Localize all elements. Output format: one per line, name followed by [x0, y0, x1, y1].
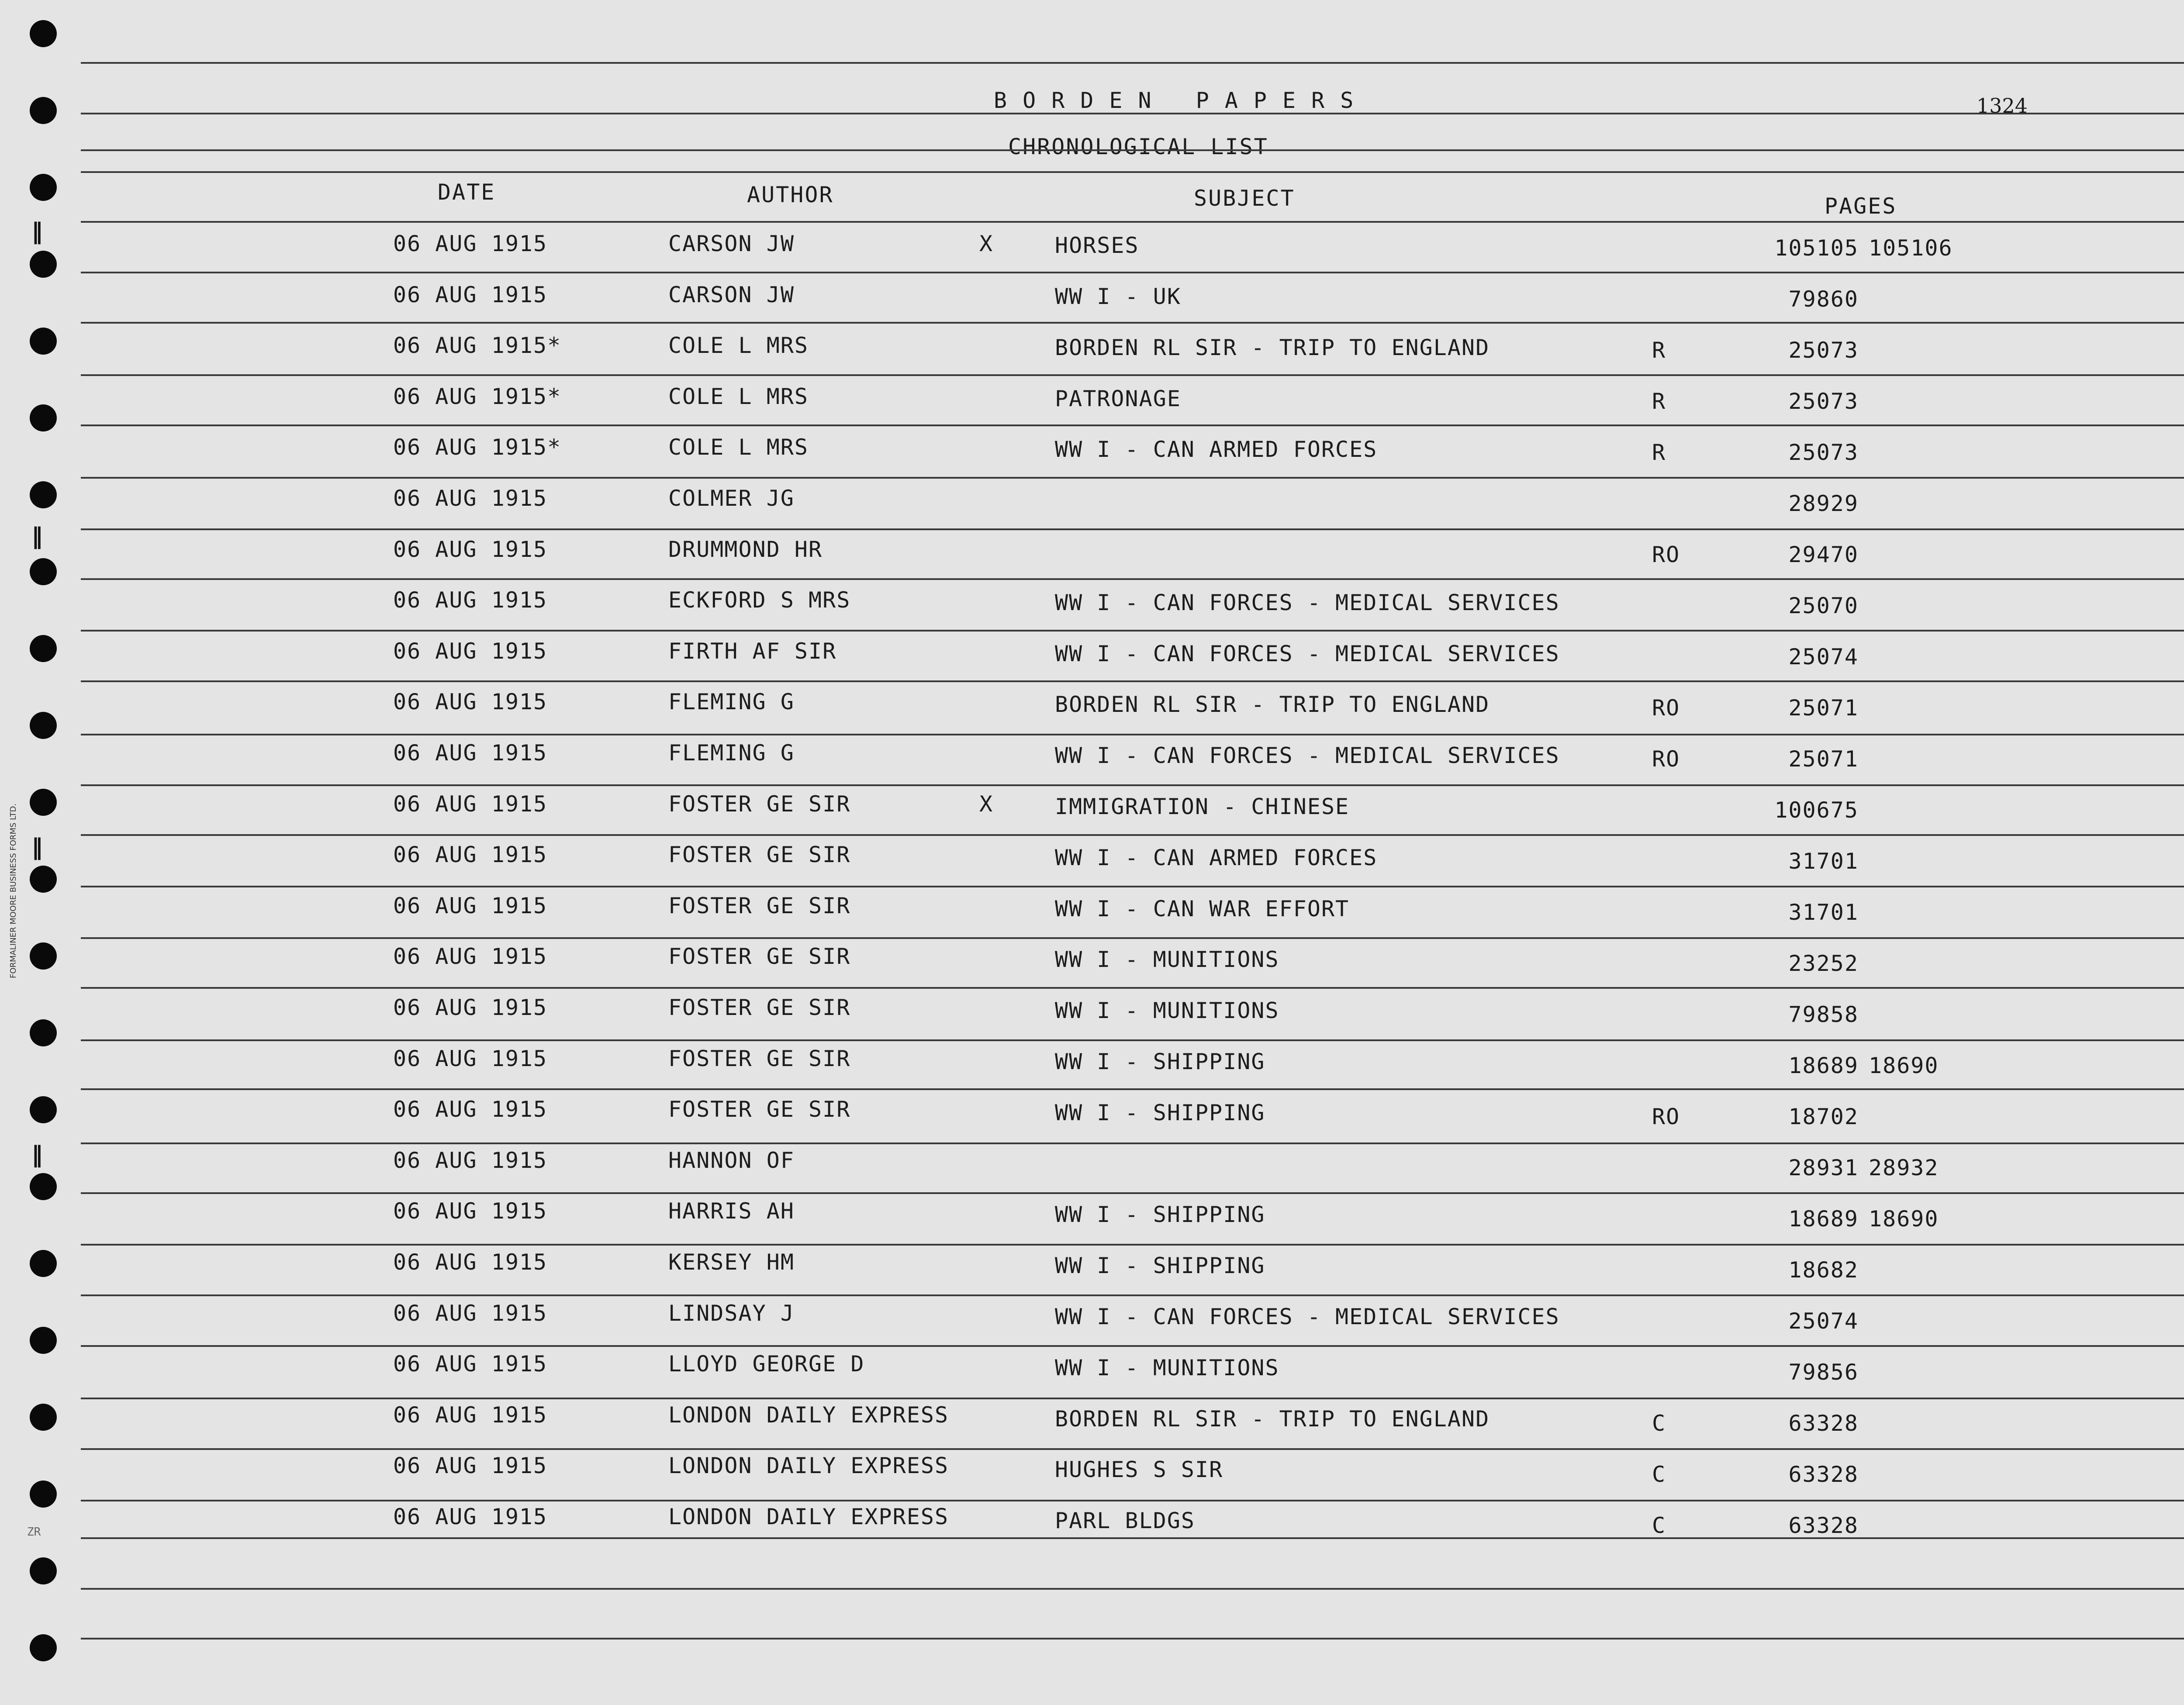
row-subject: WW I - CAN ARMED FORCES — [1055, 437, 1378, 462]
row-author: COLE L MRS — [668, 435, 809, 460]
row-subject: IMMIGRATION - CHINESE — [1055, 794, 1350, 819]
row-x-flag: X — [979, 791, 994, 817]
row-author: ECKFORD S MRS — [668, 587, 851, 613]
form-rule — [81, 477, 2184, 479]
row-pages: 25071 — [1788, 695, 1859, 721]
row-subject: WW I - CAN FORCES - MEDICAL SERVICES — [1055, 1304, 1560, 1329]
row-author: FLEMING G — [668, 740, 795, 766]
row-date: 06 AUG 1915 — [393, 995, 548, 1020]
row-author: CARSON JW — [668, 231, 795, 256]
row-date: 06 AUG 1915 — [393, 791, 548, 817]
row-code: R — [1652, 388, 1666, 414]
row-subject: HUGHES S SIR — [1055, 1457, 1223, 1483]
left-feed-hole — [30, 635, 57, 662]
row-subject: WW I - SHIPPING — [1055, 1049, 1265, 1074]
row-subject: WW I - MUNITIONS — [1055, 1355, 1279, 1381]
perforation-mark: ‖ — [31, 834, 43, 860]
column-header-subject: SUBJECT — [1194, 186, 1295, 211]
form-rule — [81, 1345, 2184, 1347]
row-date: 06 AUG 1915 — [393, 1300, 548, 1326]
row-code: R — [1652, 338, 1666, 363]
row-code: C — [1652, 1462, 1666, 1488]
form-rule — [81, 1638, 2184, 1639]
row-date: 06 AUG 1915 — [393, 944, 548, 970]
form-rule — [81, 937, 2184, 939]
document-title: BORDEN PAPERS — [994, 88, 1369, 113]
column-header-pages: PAGES — [1825, 193, 1897, 219]
left-feed-hole — [30, 1327, 57, 1354]
row-date: 06 AUG 1915 — [393, 1046, 548, 1071]
row-pages: 18702 — [1788, 1104, 1859, 1130]
row-date: 06 AUG 1915* — [393, 333, 562, 359]
row-code: R — [1652, 440, 1666, 466]
row-subject: WW I - CAN WAR EFFORT — [1055, 896, 1350, 922]
row-code: C — [1652, 1513, 1666, 1538]
form-rule — [81, 1039, 2184, 1041]
row-date: 06 AUG 1915 — [393, 1249, 548, 1275]
form-rule — [81, 784, 2184, 786]
left-feed-hole — [30, 1250, 57, 1277]
form-rule — [81, 734, 2184, 735]
row-pages-2: 105106 — [1869, 235, 1953, 261]
row-pages: 31701 — [1788, 849, 1859, 874]
row-author: FOSTER GE SIR — [668, 842, 851, 868]
form-rule — [81, 1088, 2184, 1090]
perforation-mark: ‖ — [31, 1142, 43, 1168]
form-rule — [81, 1294, 2184, 1296]
row-code: C — [1652, 1410, 1666, 1436]
left-feed-hole — [30, 251, 57, 278]
row-author: LONDON DAILY EXPRESS — [668, 1453, 949, 1479]
row-pages: 63328 — [1788, 1410, 1859, 1436]
row-date: 06 AUG 1915 — [393, 282, 548, 307]
row-pages: 28929 — [1788, 491, 1859, 516]
row-pages: 18689 — [1788, 1206, 1859, 1232]
row-date: 06 AUG 1915 — [393, 486, 548, 511]
row-pages: 79860 — [1788, 286, 1859, 312]
row-subject: PARL BLDGS — [1055, 1508, 1196, 1533]
row-author: LONDON DAILY EXPRESS — [668, 1402, 949, 1428]
row-date: 06 AUG 1915 — [393, 587, 548, 613]
row-pages: 23252 — [1788, 951, 1859, 977]
row-pages: 25074 — [1788, 1308, 1859, 1334]
row-date: 06 AUG 1915 — [393, 1402, 548, 1428]
row-author: LINDSAY J — [668, 1300, 795, 1326]
column-header-date: DATE — [438, 179, 496, 205]
form-rule — [81, 1244, 2184, 1246]
row-code: RO — [1652, 746, 1680, 772]
form-rule — [81, 322, 2184, 324]
left-feed-hole — [30, 1019, 57, 1046]
row-author: FIRTH AF SIR — [668, 638, 837, 664]
left-feed-hole — [30, 789, 57, 816]
row-subject: WW I - UK — [1055, 283, 1181, 309]
row-date: 06 AUG 1915 — [393, 1453, 548, 1479]
row-author: FLEMING G — [668, 689, 795, 715]
row-pages: 63328 — [1788, 1513, 1859, 1538]
left-feed-hole — [30, 942, 57, 970]
form-rule — [81, 1588, 2184, 1590]
row-author: FOSTER GE SIR — [668, 791, 851, 817]
row-pages: 25070 — [1788, 593, 1859, 619]
row-author: FOSTER GE SIR — [668, 944, 851, 970]
left-feed-hole — [30, 1634, 57, 1661]
form-rule — [81, 149, 2184, 151]
form-rule — [81, 1537, 2184, 1539]
row-subject: WW I - SHIPPING — [1055, 1253, 1265, 1278]
row-pages-2: 18690 — [1869, 1206, 1939, 1232]
form-rule — [81, 1192, 2184, 1194]
form-rule — [81, 680, 2184, 682]
row-author: HANNON OF — [668, 1147, 795, 1173]
row-pages: 31701 — [1788, 899, 1859, 925]
row-date: 06 AUG 1915 — [393, 1198, 548, 1224]
left-feed-hole — [30, 1481, 57, 1508]
form-rule — [81, 374, 2184, 376]
row-date: 06 AUG 1915 — [393, 689, 548, 715]
row-author: FOSTER GE SIR — [668, 995, 851, 1020]
form-rule — [81, 578, 2184, 580]
row-author: FOSTER GE SIR — [668, 1046, 851, 1071]
perforation-mark: ‖ — [31, 218, 43, 245]
margin-code: ZR — [27, 1526, 41, 1539]
left-feed-hole — [30, 558, 57, 585]
form-rule — [81, 272, 2184, 273]
row-code: RO — [1652, 542, 1680, 567]
row-subject: HORSES — [1055, 233, 1139, 258]
row-author: CARSON JW — [668, 282, 795, 307]
left-feed-hole — [30, 97, 57, 124]
row-subject: WW I - MUNITIONS — [1055, 998, 1279, 1023]
left-feed-hole — [30, 866, 57, 893]
form-rule — [81, 113, 2184, 114]
form-rule — [81, 630, 2184, 632]
row-pages: 100675 — [1774, 797, 1859, 823]
row-subject: PATRONAGE — [1055, 386, 1181, 411]
row-pages: 25074 — [1788, 644, 1859, 670]
row-x-flag: X — [979, 231, 994, 256]
row-date: 06 AUG 1915 — [393, 1097, 548, 1122]
form-rule — [81, 1398, 2184, 1399]
form-rule — [81, 62, 2184, 64]
row-date: 06 AUG 1915 — [393, 740, 548, 766]
row-pages: 25073 — [1788, 388, 1859, 414]
column-header-author: AUTHOR — [747, 182, 834, 207]
row-subject: WW I - MUNITIONS — [1055, 947, 1279, 973]
left-feed-hole — [30, 712, 57, 739]
row-pages: 79858 — [1788, 1002, 1859, 1027]
row-subject: WW I - SHIPPING — [1055, 1202, 1265, 1228]
row-pages: 63328 — [1788, 1462, 1859, 1488]
form-rule — [81, 834, 2184, 836]
left-feed-hole — [30, 328, 57, 355]
form-rule — [81, 425, 2184, 426]
row-author: DRUMMOND HR — [668, 536, 823, 562]
row-author: COLMER JG — [668, 486, 795, 511]
form-rule — [81, 221, 2184, 223]
row-date: 06 AUG 1915 — [393, 1504, 548, 1529]
row-author: LONDON DAILY EXPRESS — [668, 1504, 949, 1529]
row-subject: WW I - CAN FORCES - MEDICAL SERVICES — [1055, 590, 1560, 616]
row-pages: 18682 — [1788, 1257, 1859, 1283]
row-pages: 25073 — [1788, 338, 1859, 363]
form-maker-imprint: FORMALINER MOORE BUSINESS FORMS LTD. — [9, 803, 18, 978]
row-pages: 25071 — [1788, 746, 1859, 772]
left-feed-hole — [30, 481, 57, 508]
row-date: 06 AUG 1915 — [393, 893, 548, 918]
row-subject: BORDEN RL SIR - TRIP TO ENGLAND — [1055, 1406, 1490, 1432]
row-date: 06 AUG 1915* — [393, 435, 562, 460]
row-pages-2: 18690 — [1869, 1053, 1939, 1078]
form-rule — [81, 1500, 2184, 1501]
form-rule — [81, 1142, 2184, 1144]
left-feed-hole — [30, 1173, 57, 1200]
row-author: FOSTER GE SIR — [668, 1097, 851, 1122]
left-feed-hole — [30, 1404, 57, 1431]
left-feed-hole — [30, 1096, 57, 1123]
left-feed-hole — [30, 174, 57, 201]
row-author: FOSTER GE SIR — [668, 893, 851, 918]
row-date: 06 AUG 1915 — [393, 1147, 548, 1173]
row-author: COLE L MRS — [668, 333, 809, 359]
page-number: 1324 — [1977, 94, 2028, 117]
left-feed-hole — [30, 1557, 57, 1584]
row-date: 06 AUG 1915 — [393, 536, 548, 562]
row-pages: 29470 — [1788, 542, 1859, 567]
row-author: LLOYD GEORGE D — [668, 1351, 865, 1377]
left-feed-hole — [30, 20, 57, 47]
row-subject: BORDEN RL SIR - TRIP TO ENGLAND — [1055, 692, 1490, 718]
row-pages: 79856 — [1788, 1360, 1859, 1385]
row-code: RO — [1652, 1104, 1680, 1130]
row-subject: WW I - SHIPPING — [1055, 1100, 1265, 1126]
perforation-mark: ‖ — [31, 523, 43, 549]
row-author: COLE L MRS — [668, 383, 809, 409]
form-rule — [81, 528, 2184, 530]
row-pages: 28931 — [1788, 1155, 1859, 1180]
row-author: HARRIS AH — [668, 1198, 795, 1224]
row-date: 06 AUG 1915 — [393, 638, 548, 664]
row-subject: BORDEN RL SIR - TRIP TO ENGLAND — [1055, 335, 1490, 361]
left-feed-hole — [30, 404, 57, 431]
row-pages: 25073 — [1788, 440, 1859, 466]
form-rule — [81, 1448, 2184, 1450]
list-subtitle: CHRONOLOGICAL LIST — [1008, 134, 1268, 159]
row-pages-2: 28932 — [1869, 1155, 1939, 1180]
row-subject: WW I - CAN FORCES - MEDICAL SERVICES — [1055, 743, 1560, 768]
row-author: KERSEY HM — [668, 1249, 795, 1275]
row-pages: 18689 — [1788, 1053, 1859, 1078]
row-pages: 105105 — [1774, 235, 1859, 261]
row-subject: WW I - CAN FORCES - MEDICAL SERVICES — [1055, 641, 1560, 666]
form-rule — [81, 886, 2184, 887]
form-rule — [81, 987, 2184, 989]
form-rule — [81, 171, 2184, 173]
row-date: 06 AUG 1915* — [393, 383, 562, 409]
row-date: 06 AUG 1915 — [393, 842, 548, 868]
row-date: 06 AUG 1915 — [393, 1351, 548, 1377]
row-subject: WW I - CAN ARMED FORCES — [1055, 845, 1378, 871]
row-date: 06 AUG 1915 — [393, 231, 548, 256]
row-code: RO — [1652, 695, 1680, 721]
